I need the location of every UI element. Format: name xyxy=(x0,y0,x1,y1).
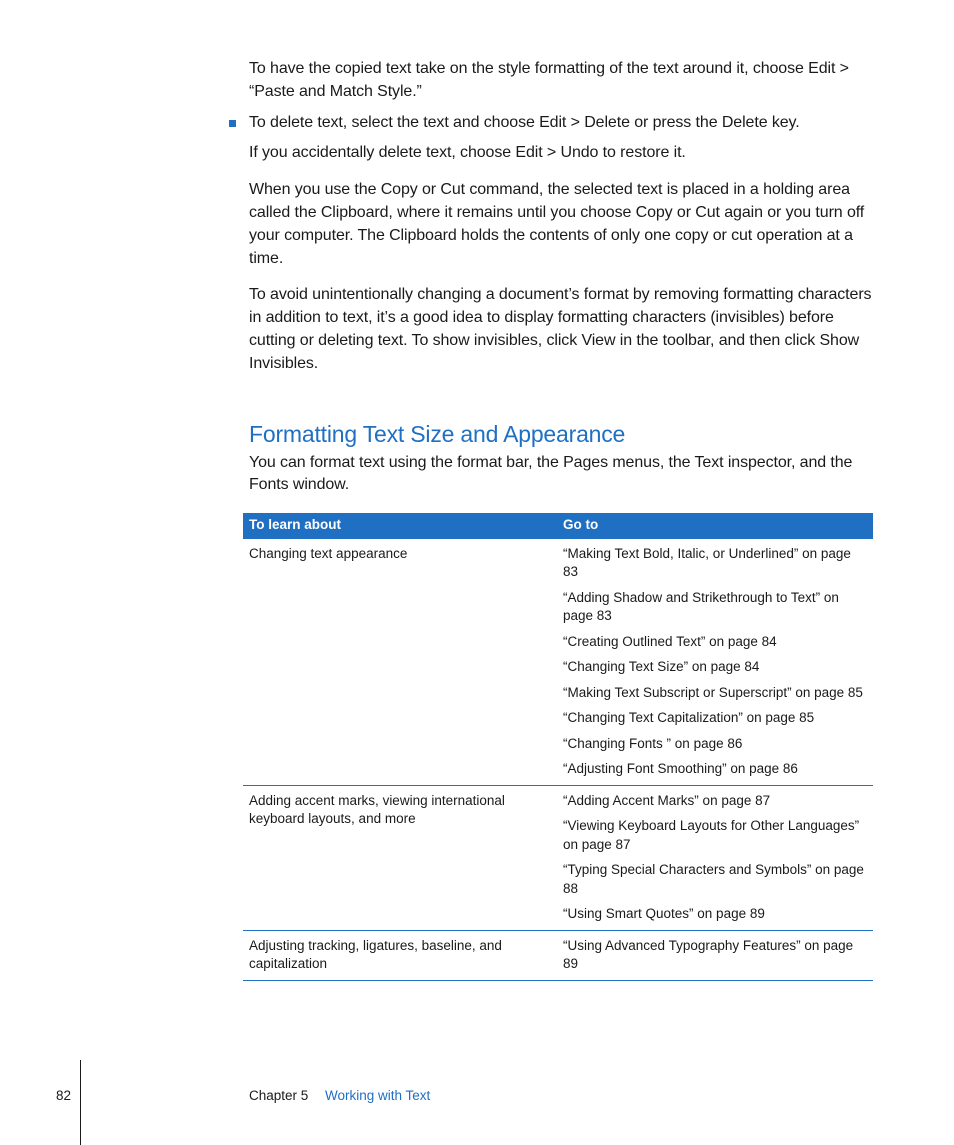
table-header-row xyxy=(243,513,873,539)
page-number: 82 xyxy=(56,1088,72,1103)
topic-cell: Adding accent marks, viewing international keyboard layouts, and more xyxy=(243,785,557,930)
cross-reference-link[interactable]: “Using Advanced Typography Features” on page 89 xyxy=(563,937,854,972)
cross-reference-link[interactable]: “Making Text Bold, Italic, or Underlined” on page 83 xyxy=(563,545,851,580)
chapter-label: Chapter 5 xyxy=(249,1088,309,1103)
square-bullet-icon xyxy=(229,120,236,127)
bullet-text: To delete text, select the text and choose Edit > Delete or press the Delete key. xyxy=(249,113,800,131)
topic-cell: Changing text appearance xyxy=(243,539,557,786)
goto-cell xyxy=(557,930,873,980)
section-heading: Formatting Text Size and Appearance xyxy=(249,420,626,447)
cross-reference-link[interactable]: “Making Text Subscript or Superscript” on page 85 xyxy=(563,684,863,700)
body-paragraph: When you use the Copy or Cut command, the selected text is placed in a holding area called the Clipboard, where it remains until you choose Copy or Cut again or you turn off your computer. The Clipboard holds the contents of only one copy or cut operation at a time. xyxy=(249,181,865,267)
page-content xyxy=(249,58,873,981)
chapter-title: Working with Text xyxy=(325,1088,431,1103)
cross-reference-link[interactable]: “Changing Text Size” on page 84 xyxy=(563,659,760,675)
cross-reference-link[interactable]: “Viewing Keyboard Layouts for Other Languages” on page 87 xyxy=(563,818,860,852)
topic-cell: Adjusting tracking, ligatures, baseline, and capitalization xyxy=(243,930,557,980)
table-row xyxy=(243,785,873,930)
table-row xyxy=(243,539,873,786)
cross-reference-link[interactable]: “Typing Special Characters and Symbols” on page 88 xyxy=(563,862,864,896)
column-header-goto: Go to xyxy=(557,513,873,539)
body-paragraph: To have the copied text take on the style formatting of the text around it, choose Edit > “Paste and Match Style.” xyxy=(249,60,849,100)
body-paragraph: If you accidentally delete text, choose Edit > Undo to restore it. xyxy=(249,144,686,162)
cross-reference-link[interactable]: “Creating Outlined Text” on page 84 xyxy=(563,633,777,649)
table-row xyxy=(243,930,873,980)
bullet-item xyxy=(249,112,873,135)
cross-reference-link[interactable]: “Adjusting Font Smoothing” on page 86 xyxy=(563,761,798,777)
goto-cell xyxy=(557,785,873,930)
body-paragraph: To avoid unintentionally changing a document’s format by removing formatting characters in addition to text, it’s a good idea to display formatting characters (invisibles) before cutting or deleting text. To show invisibles, click View in the toolbar, and then click Show Invisibles. xyxy=(249,286,872,372)
section-intro: You can format text using the format bar, the Pages menus, the Text inspector, and the Fonts window. xyxy=(249,453,853,494)
column-header-topic: To learn about xyxy=(243,513,557,539)
cross-reference-link[interactable]: “Adding Shadow and Strikethrough to Text” on page 83 xyxy=(563,589,839,624)
cross-reference-link[interactable]: “Adding Accent Marks” on page 87 xyxy=(563,792,771,808)
goto-cell xyxy=(557,539,873,786)
cross-reference-link[interactable]: “Using Smart Quotes” on page 89 xyxy=(563,906,765,922)
cross-reference-link[interactable]: “Changing Text Capitalization” on page 85 xyxy=(563,710,815,726)
reference-table xyxy=(243,513,873,981)
footer-divider xyxy=(80,1060,81,1145)
cross-reference-link[interactable]: “Changing Fonts ” on page 86 xyxy=(563,735,743,751)
